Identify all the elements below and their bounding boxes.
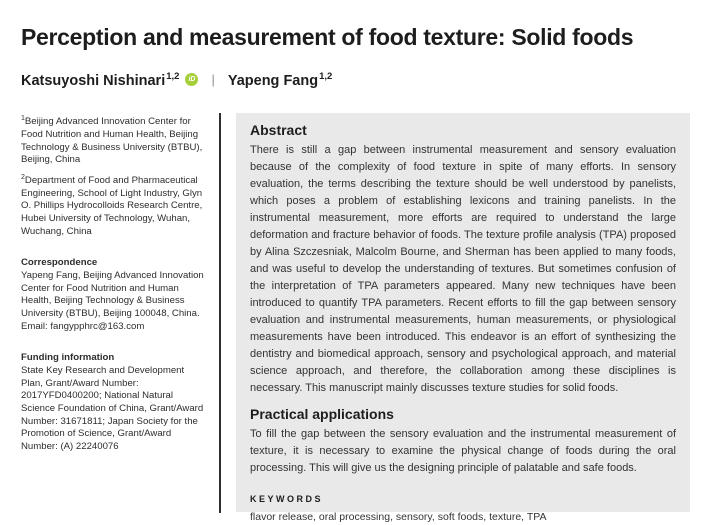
- author-line: [21, 71, 332, 89]
- orcid-icon[interactable]: [185, 73, 198, 86]
- affiliation-2: [21, 173, 205, 238]
- author-1: [21, 71, 179, 89]
- affiliation-1: [21, 114, 205, 167]
- left-column: [21, 114, 205, 453]
- practical-applications-text: To fill the gap between the sensory evaluation and the instrumental measurement of texture, it is necessary to examine the physical change of foods during the oral processing. This will give us the designing principle of palatable and safe foods.: [250, 428, 676, 474]
- author-separator: |: [211, 72, 215, 88]
- author-2-affiliation-marks: 1,2: [319, 71, 333, 82]
- orcid-icon-glyph: iD: [188, 76, 196, 84]
- correspondence-email: Email: fangypphrc@163.com: [21, 320, 145, 332]
- affiliation-1-text: Beijing Advanced Innovation Center for Food Nutrition and Human Health, Beijing Technology & Business University (BTBU), Beijing, China: [21, 116, 203, 166]
- abstract-heading: Abstract: [250, 122, 307, 138]
- paper-title: Perception and measurement of food texture: Solid foods: [21, 24, 634, 50]
- keywords-heading: KEYWORDS: [250, 494, 324, 504]
- author-1-name: Katsuyoshi Nishinari: [21, 72, 166, 89]
- author-2-name: Yapeng Fang: [227, 72, 319, 89]
- funding-text: State Key Research and Development Plan, Grant/Award Number: 2017YFD0400200; National Natural Science Foundation of China, Grant/Award Number: 31671811; Japan Society for the Promotion of Science, Grant/Award Number: (A) 22240076: [21, 364, 204, 452]
- column-divider-rule: [219, 113, 221, 513]
- author-2: [228, 71, 332, 89]
- correspondence-heading: Correspondence: [21, 257, 98, 269]
- abstract-text: There is still a gap between instrumental measurement and sensory evaluation because of the complexity of food texture in spite of many efforts. In sensory evaluation, the terms describing the texture should be well understood by panelists, which poses a problem of establishing lexicons and training panelists. In the instrumental measurement, more efforts are required to understand the large deformation and fracture behavior of foods. The texture profile analysis (TPA) proposed by Alina Szczesniak, Malcolm Bourne, and Sherman has been applied to many foods, and was useful to develop the understanding of textures. But sometimes confusion of the interpretation of TPA parameters appeared. Many new techniques have been introduced to quantify TPA parameters. Recent efforts to fill the gap between sensory evaluation and instrumental measurements, human measurements, or physiological measurements have been introduced. This endeavor is an effort of synthesizing the dentistry and biomedical approach, sensory and psychological approach, and material science approach, and therefore, the collaboration among these disciplines is necessary. This manuscript mainly discusses texture studies for solid foods.: [250, 144, 676, 394]
- practical-applications-heading: Practical applications: [250, 406, 394, 422]
- keywords-list: flavor release, oral processing, sensory, soft foods, texture, TPA: [250, 511, 547, 523]
- funding-heading: Funding information: [21, 352, 115, 364]
- affiliation-2-mark: 2: [21, 173, 25, 181]
- affiliation-1-mark: 1: [21, 115, 25, 122]
- author-1-affiliation-marks: 1,2: [166, 71, 180, 82]
- abstract-panel: [236, 113, 690, 523]
- correspondence-text: Yapeng Fang, Beijing Advanced Innovation Center for Food Nutrition and Human Health, Beijing Technology & Business University (BTBU), Beijing 100048, China.: [21, 269, 204, 319]
- affiliation-2-text: Department of Food and Pharmaceutical Engineering, School of Light Industry, Glyn O. Phillips Hydrocolloids Research Centre, Hubei University of Technology, Wuhan, Wuchang, China: [21, 175, 203, 237]
